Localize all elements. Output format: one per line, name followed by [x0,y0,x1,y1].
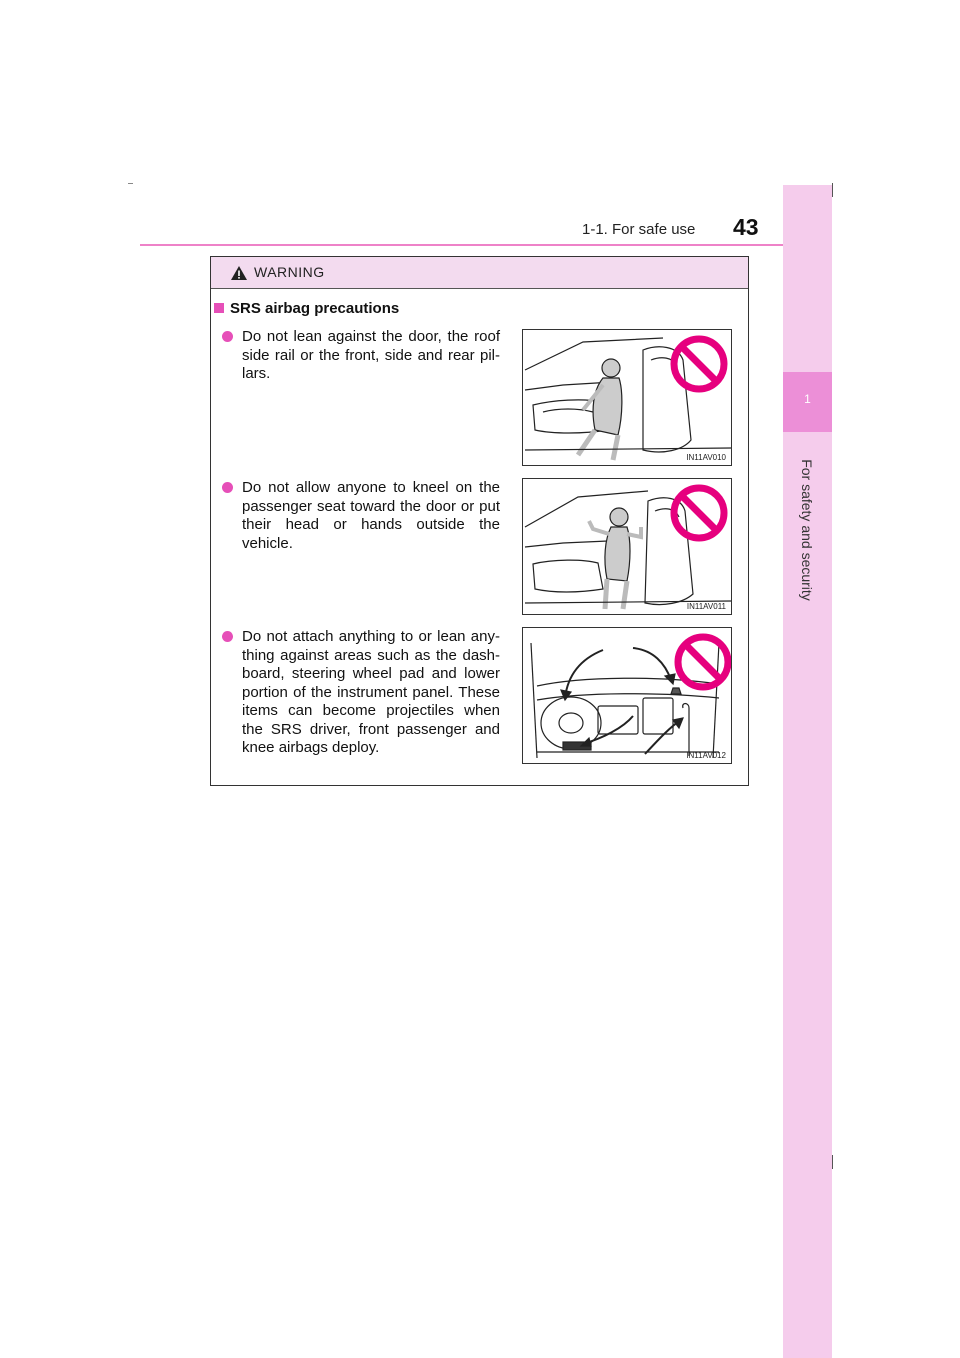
illustration-leaning-occupant [522,329,732,466]
side-tab-chapter-title: For safety and security [799,459,815,601]
bullet-dot-icon [222,631,233,642]
warning-title: WARNING [254,264,325,280]
illustration-kneeling-occupant [522,478,732,615]
prohibited-icon [523,628,732,764]
warning-header [211,257,748,289]
crop-mark-top [832,183,833,197]
bullet-dot-icon [222,482,233,493]
image-code: IN11AV010 [686,453,726,462]
bullet-text: Do not lean against the door, the roof side rail or the front, side and rear pil-lars. [242,328,500,382]
prohibited-icon [523,330,732,466]
section-title [214,300,399,317]
section-title-text: SRS airbag precautions [230,300,400,317]
side-tab [783,185,832,1358]
bullet-dot-icon [222,331,233,342]
crop-mark-bottom [832,1155,833,1169]
side-tab-chapter-number: 1 [804,392,811,406]
header-rule [140,244,832,246]
image-code: IN11AV011 [686,602,726,611]
image-code: IN11AV012 [686,751,726,760]
bullet-item-lean [222,328,500,384]
bullet-text: Do not attach anything to or lean any-thing against areas such as the dash-board, steering wheel pad and lower portion of the instrument panel. These items can become projectiles when the SRS driver, front passenger and knee airbags deploy. [242,628,500,756]
bullet-item-attach [222,628,500,758]
warning-triangle-icon [230,265,248,281]
illustration-dashboard-objects [522,627,732,764]
bullet-text: Do not allow anyone to kneel on the passenger seat toward the door or put their head or hands outside the vehicle. [242,479,500,552]
corner-dash [128,183,133,184]
square-bullet-icon [214,303,224,313]
page-number: 43 [733,214,759,240]
bullet-item-kneel [222,479,500,553]
prohibited-icon [523,479,732,615]
running-header: 1-1. For safe use [582,221,696,238]
